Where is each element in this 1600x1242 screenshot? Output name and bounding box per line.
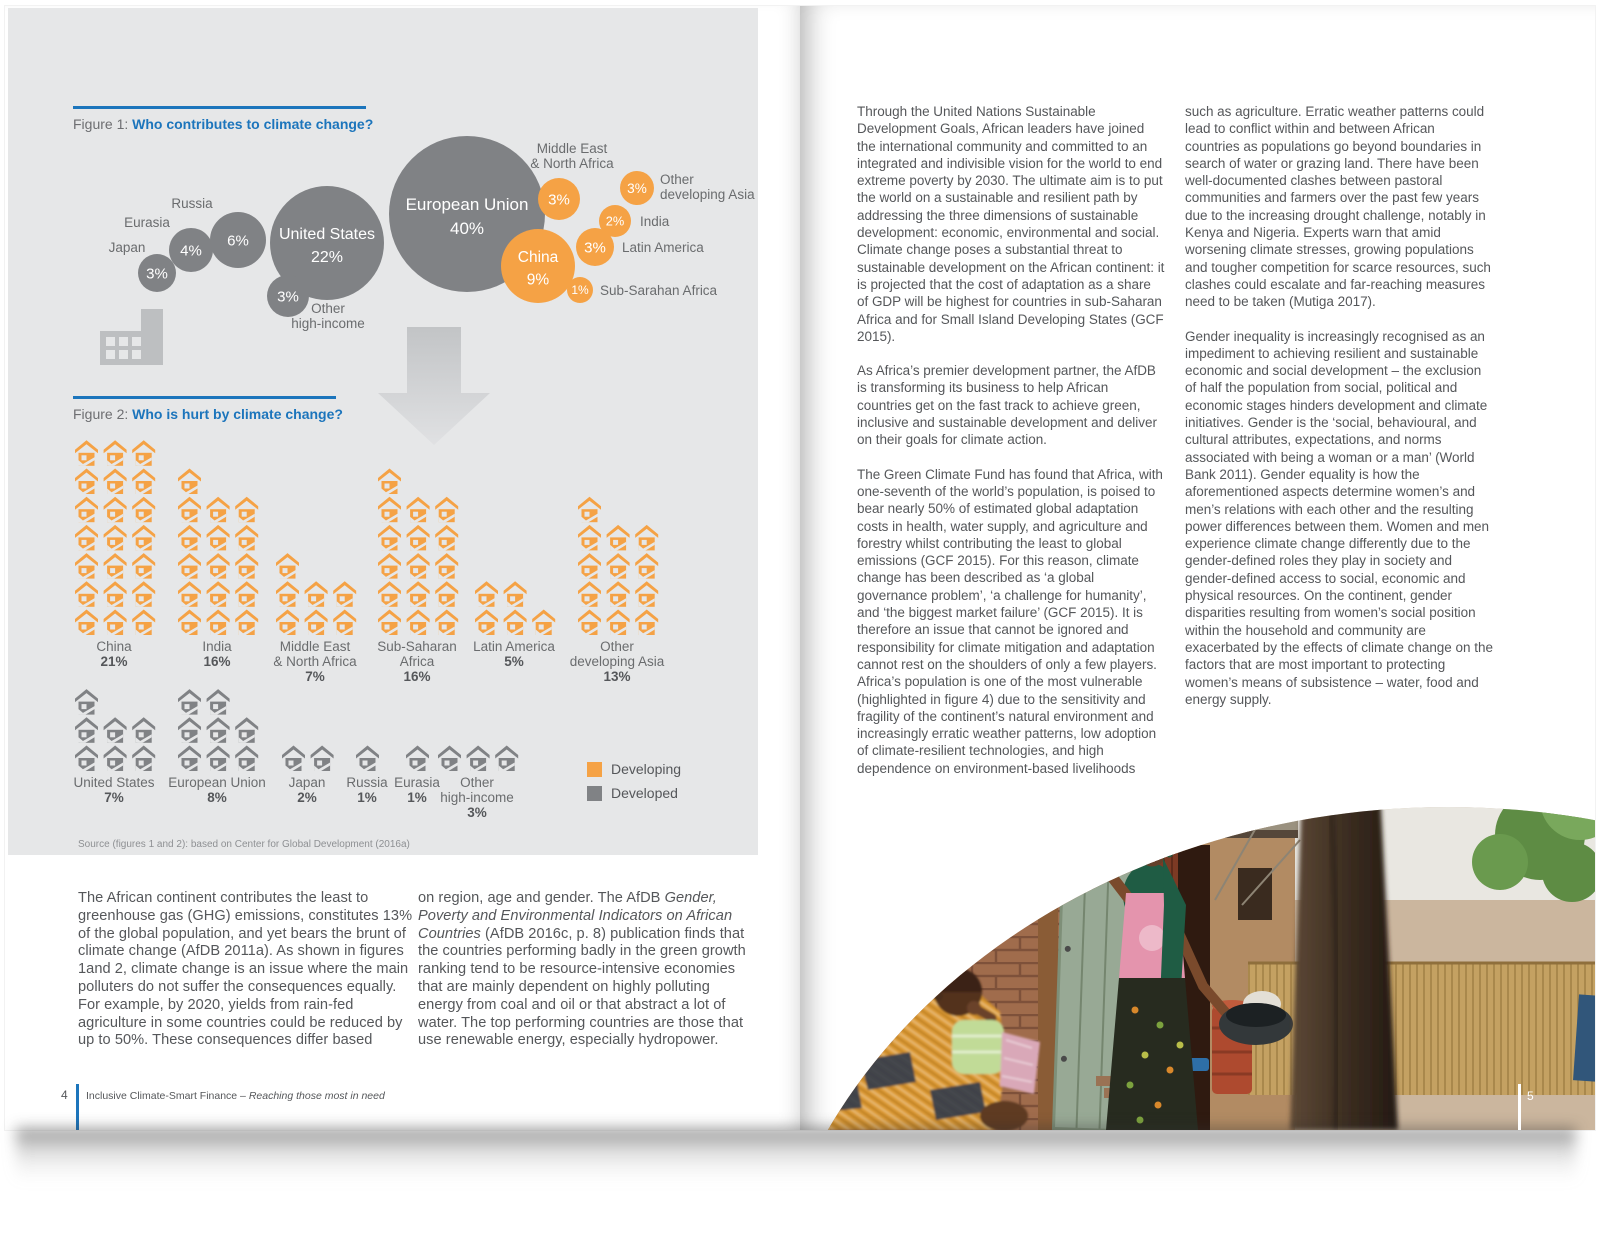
svg-text:high-income: high-income bbox=[440, 790, 514, 805]
figure1-title: Who contributes to climate change? bbox=[132, 116, 374, 132]
svg-text:3%: 3% bbox=[467, 805, 487, 820]
svg-text:China: China bbox=[517, 249, 559, 266]
paragraph: Through the United Nations Sustainable Development Goals, African leaders have joined the international community and committed to an integrated and indivisible vision for the world to end extreme poverty by 2030. The ultimate aim is to put the world on a sustainable and resilient path by addressing the three dimensions of sustainable development: economic, environmental and social. Climate change poses a substantial threat to sustainable development on the African continent: it is projected that the cost of adaptation as a share of GDP will be highest for countries in sub-Saharan Africa and for Small Island Developing States (GCF 2015). bbox=[857, 104, 1165, 344]
svg-text:3%: 3% bbox=[548, 191, 570, 209]
house-icon bbox=[435, 610, 458, 636]
developing-swatch bbox=[587, 762, 602, 777]
house-icon bbox=[178, 553, 201, 579]
house-icon bbox=[475, 610, 498, 636]
house-icon bbox=[132, 525, 155, 551]
svg-text:Other: Other bbox=[660, 172, 694, 187]
house-icon bbox=[607, 581, 630, 607]
svg-text:Latin America: Latin America bbox=[622, 240, 704, 255]
house-icon bbox=[282, 746, 305, 772]
house-icon bbox=[207, 581, 230, 607]
house-icon bbox=[407, 553, 430, 579]
pictogram-group-eurasia bbox=[394, 746, 440, 806]
spread-shadow bbox=[16, 1128, 1576, 1182]
house-icon bbox=[104, 497, 127, 523]
house-icon bbox=[333, 610, 356, 636]
house-icon bbox=[75, 689, 98, 715]
svg-text:Middle East: Middle East bbox=[536, 141, 608, 156]
head bbox=[1138, 838, 1167, 867]
pictogram-group-european-union bbox=[168, 689, 266, 805]
svg-text:Eurasia: Eurasia bbox=[394, 775, 440, 790]
house-icon bbox=[475, 581, 498, 607]
svg-text:3%: 3% bbox=[627, 180, 647, 196]
house-icon bbox=[75, 440, 98, 466]
svg-text:Sub-Sarahan Africa: Sub-Sarahan Africa bbox=[600, 283, 718, 298]
house-icon bbox=[407, 525, 430, 551]
house-icon bbox=[435, 525, 458, 551]
house-icon bbox=[178, 497, 201, 523]
page-left bbox=[5, 6, 800, 1130]
house-icon bbox=[406, 746, 429, 772]
page-right bbox=[800, 6, 1595, 1130]
house-icon bbox=[378, 581, 401, 607]
hand bbox=[967, 1001, 981, 1015]
house-icon bbox=[132, 610, 155, 636]
house-icon bbox=[378, 610, 401, 636]
developed-swatch bbox=[587, 786, 602, 801]
paragraph: As Africa’s premier development partner, the AfDB is transforming its business to help African countries get on the fast track to achieve green, inclusive and sustainable development and deliver on their goals for climate action. bbox=[857, 363, 1157, 448]
house-icon bbox=[207, 497, 230, 523]
house-icon bbox=[435, 581, 458, 607]
house-icon bbox=[75, 581, 98, 607]
house-icon bbox=[504, 581, 527, 607]
house-icon bbox=[75, 553, 98, 579]
footer-rule-left bbox=[76, 1084, 79, 1130]
house-icon bbox=[178, 689, 201, 715]
pictogram-group-sub-saharan-africa bbox=[377, 469, 458, 685]
house-icon bbox=[178, 717, 201, 743]
house-icon bbox=[235, 717, 258, 743]
svg-text:Japan: Japan bbox=[108, 240, 146, 255]
svg-text:22%: 22% bbox=[310, 249, 344, 266]
house-icon bbox=[635, 610, 658, 636]
svg-text:13%: 13% bbox=[603, 669, 631, 684]
pictogram-group-japan bbox=[282, 746, 334, 806]
legend-row-developing bbox=[587, 757, 681, 781]
svg-text:India: India bbox=[202, 639, 232, 654]
house-icon bbox=[235, 581, 258, 607]
paragraph: Gender inequality is increasingly recognised as an impediment to achieving resilient and sustainable economic and social development – the exclusion of half the population from social, political and economic stages hinders development and climate initiatives. Gender is the ‘social, behavioural, and cultural attributes, expectations, and norms associated with being a woman or a man’ (World Bank 2011). Gender equality is how the aforementioned aspects determine women’s and men’s relations with each other and the resulting power differences between them. Women and men experience climate change differently due to the gender-defined roles they play in society and gender-defined access to social, economic and physical resources. On the continent, gender disparities resulting from women’s social position within the household and community are exacerbated by the effects of climate change on the factors that are most important to protecting women’s means of subsistence – water, food and energy supply. bbox=[1185, 328, 1493, 707]
figure1-bubble-chart bbox=[109, 136, 755, 331]
svg-text:Other: Other bbox=[311, 301, 345, 316]
svg-text:2%: 2% bbox=[297, 790, 317, 805]
house-icon bbox=[178, 746, 201, 772]
svg-text:3%: 3% bbox=[146, 265, 168, 283]
photo bbox=[800, 788, 1595, 1130]
house-icon bbox=[607, 610, 630, 636]
svg-text:3%: 3% bbox=[277, 288, 299, 306]
legend-developed-label: Developed bbox=[611, 785, 678, 801]
svg-text:7%: 7% bbox=[104, 790, 124, 805]
house-icon bbox=[75, 717, 98, 743]
house-icon bbox=[495, 746, 518, 772]
house-icon bbox=[178, 525, 201, 551]
house-icon bbox=[407, 497, 430, 523]
house-icon bbox=[75, 525, 98, 551]
svg-text:European Union: European Union bbox=[168, 775, 266, 790]
page-number-left: 4 bbox=[61, 1088, 68, 1102]
svg-text:Japan: Japan bbox=[288, 775, 326, 790]
house-icon bbox=[75, 497, 98, 523]
svg-text:16%: 16% bbox=[403, 669, 431, 684]
house-icon bbox=[276, 610, 299, 636]
house-icon bbox=[578, 497, 601, 523]
leg bbox=[980, 1101, 1028, 1130]
svg-text:Latin America: Latin America bbox=[473, 639, 555, 654]
smile bbox=[1145, 859, 1155, 862]
figure2-label: Figure 2: bbox=[73, 406, 129, 422]
house-icon bbox=[276, 581, 299, 607]
source-note: Source (figures 1 and 2): based on Center for Global Development (2016a) bbox=[78, 839, 410, 850]
photo-scene bbox=[800, 788, 1595, 1130]
left-body-column-1: The African continent contributes the least to greenhouse gas (GHG) emissions, constitutes 13% of the global population, and yet bears the brunt of climate change (AfDB 2011a). As shown in figures 1and 2, climate change is an issue where the main polluters do not suffer the consequences equally. For example, by 2020, yields from rain-fed agriculture in some countries could be reduced by up to 50%. These consequences differ based bbox=[78, 890, 413, 1049]
svg-text:United States: United States bbox=[278, 226, 376, 243]
figures-canvas bbox=[8, 8, 758, 855]
page-number-right: 5 bbox=[1527, 1089, 1534, 1103]
house-icon bbox=[132, 497, 155, 523]
house-icon bbox=[207, 746, 230, 772]
legend-row-developed bbox=[587, 781, 681, 805]
house-icon bbox=[578, 525, 601, 551]
running-footer: Inclusive Climate-Smart Finance – Reaching those most in need bbox=[86, 1090, 385, 1102]
down-arrow-icon bbox=[378, 327, 490, 445]
house-icon bbox=[235, 553, 258, 579]
house-icon bbox=[178, 610, 201, 636]
publication-title: Gender, Poverty and Environmental Indicators on African Countries bbox=[418, 890, 733, 942]
house-icon bbox=[104, 469, 127, 495]
house-icon bbox=[578, 553, 601, 579]
legend-developing-label: Developing bbox=[611, 761, 682, 777]
svg-text:developing Asia: developing Asia bbox=[660, 187, 755, 202]
house-icon bbox=[235, 525, 258, 551]
house-icon bbox=[207, 717, 230, 743]
figure1-header bbox=[73, 106, 374, 132]
legend bbox=[587, 757, 681, 805]
house-icon bbox=[207, 610, 230, 636]
svg-text:5%: 5% bbox=[504, 654, 524, 669]
tree-trunk bbox=[1290, 788, 1398, 1130]
body-text: on region, age and gender. The AfDB bbox=[418, 890, 665, 906]
magazine-spread bbox=[5, 6, 1595, 1130]
headscarf bbox=[1135, 836, 1169, 853]
svg-text:& North Africa: & North Africa bbox=[530, 156, 614, 171]
figure2-title: Who is hurt by climate change? bbox=[132, 406, 343, 422]
house-icon bbox=[378, 497, 401, 523]
pictogram-group-latin-america bbox=[473, 581, 555, 669]
svg-text:3%: 3% bbox=[584, 239, 606, 257]
house-icon bbox=[104, 440, 127, 466]
pink-fabric bbox=[1000, 1032, 1040, 1094]
house-icon bbox=[75, 610, 98, 636]
svg-text:Other: Other bbox=[460, 775, 494, 790]
house-icon bbox=[104, 717, 127, 743]
svg-text:Other: Other bbox=[600, 639, 634, 654]
house-icon bbox=[378, 469, 401, 495]
pictogram-group-other-developing-asia bbox=[570, 497, 665, 684]
svg-text:developing Asia: developing Asia bbox=[569, 654, 665, 669]
pictogram-group-united-states bbox=[73, 689, 155, 805]
figure2-header bbox=[73, 396, 343, 422]
house-icon bbox=[311, 746, 334, 772]
house-icon bbox=[378, 553, 401, 579]
svg-text:China: China bbox=[96, 639, 132, 654]
house-icon bbox=[207, 553, 230, 579]
svg-text:Sub-Saharan: Sub-Saharan bbox=[377, 639, 457, 654]
house-icon bbox=[235, 610, 258, 636]
house-icon bbox=[407, 610, 430, 636]
svg-text:16%: 16% bbox=[203, 654, 231, 669]
house-icon bbox=[504, 610, 527, 636]
paragraph: such as agriculture. Erratic weather patterns could lead to conflict within and between African countries as populations go beyond boundaries in search of water or grazing land. There have been well-documented clashes between pastoral communities and farmers over the past few years due to the increasing drought challenge, notably in Kenya and Nigeria. Experts warn that amid worsening climate stresses, growing populations and tougher competition for scarce resources, such clashes could escalate and far-reaching measures need to be taken (Mutiga 2017). bbox=[1185, 104, 1491, 310]
svg-text:Russia: Russia bbox=[346, 775, 388, 790]
paragraph: The Green Climate Fund has found that Africa, with one-seventh of the world’s population, is poised to bear nearly 50% of estimated global adaptation costs in health, water supply, and agriculture and forestry whilst contributing the least to global emissions (GCF 2015). For this reason, climate change has been described as ‘a global governance problem’, ‘a challenge for humanity’, and ‘the biggest market failure’ (GCF 2015). It is therefore an issue that cannot be ignored and responsibility for climate mitigation and adaptation cannot rest on the shoulders of only a few players. Africa’s population is one of the most vulnerable (highlighted in figure 4) due to the sensitivity and fragility of the continent’s natural environment and increasingly erratic weather patterns, low adoption of climate-resilient technologies, and high dependence on environment-based livelihoods bbox=[857, 466, 1163, 776]
house-icon bbox=[356, 746, 379, 772]
svg-text:Africa: Africa bbox=[399, 654, 435, 669]
house-icon bbox=[305, 610, 328, 636]
house-icon bbox=[635, 525, 658, 551]
factory-icon bbox=[100, 309, 163, 365]
svg-text:21%: 21% bbox=[100, 654, 128, 669]
house-icon bbox=[467, 746, 490, 772]
house-icon bbox=[132, 717, 155, 743]
house-icon bbox=[607, 553, 630, 579]
house-icon bbox=[635, 581, 658, 607]
svg-text:1%: 1% bbox=[407, 790, 427, 805]
house-icon bbox=[75, 746, 98, 772]
house-icon bbox=[132, 469, 155, 495]
patterned-skirt bbox=[1106, 978, 1198, 1130]
house-icon bbox=[235, 746, 258, 772]
house-icon bbox=[333, 581, 356, 607]
svg-text:1%: 1% bbox=[571, 283, 589, 298]
svg-text:8%: 8% bbox=[207, 790, 227, 805]
svg-text:India: India bbox=[640, 214, 670, 229]
house-icon bbox=[607, 525, 630, 551]
left-body-column-2 bbox=[418, 890, 750, 1050]
svg-text:& North Africa: & North Africa bbox=[273, 654, 357, 669]
svg-text:Eurasia: Eurasia bbox=[124, 215, 170, 230]
house-icon bbox=[132, 553, 155, 579]
house-icon bbox=[132, 581, 155, 607]
house-icon bbox=[75, 469, 98, 495]
house-icon bbox=[578, 581, 601, 607]
house-icon bbox=[178, 581, 201, 607]
house-icon bbox=[435, 553, 458, 579]
house-icon bbox=[104, 581, 127, 607]
figure2-pictogram bbox=[73, 440, 664, 820]
house-icon bbox=[235, 497, 258, 523]
svg-text:European Union: European Union bbox=[405, 195, 529, 214]
svg-text:United States: United States bbox=[73, 775, 155, 790]
svg-text:6%: 6% bbox=[227, 232, 249, 250]
pictogram-group-china bbox=[75, 440, 155, 669]
green-shirt bbox=[952, 1020, 1004, 1074]
house-icon bbox=[532, 610, 555, 636]
svg-text:7%: 7% bbox=[305, 669, 325, 684]
pictogram-group-other-high-income bbox=[438, 746, 518, 821]
house-icon bbox=[104, 525, 127, 551]
house-icon bbox=[178, 469, 201, 495]
svg-text:high-income: high-income bbox=[291, 316, 365, 331]
svg-text:Russia: Russia bbox=[171, 196, 213, 211]
svg-text:1%: 1% bbox=[357, 790, 377, 805]
pictogram-group-middle-east-north-africa bbox=[273, 553, 357, 684]
svg-text:Middle East: Middle East bbox=[279, 639, 351, 654]
house-icon bbox=[104, 610, 127, 636]
figure1-label: Figure 1: bbox=[73, 116, 129, 132]
house-icon bbox=[407, 581, 430, 607]
house-icon bbox=[276, 553, 299, 579]
svg-text:9%: 9% bbox=[526, 271, 550, 289]
body-text: (AfDB 2016c, p. 8) publication finds that the countries performing badly in the green growth ranking tend to be resource-intensive economies that are mainly dependent on highly polluting energy from coal and oil or that abstract a lot of water. The top performing countries are those that use renewable energy, especially hydropower. bbox=[418, 925, 746, 1049]
figure1-rule bbox=[73, 106, 366, 109]
figure2-rule bbox=[73, 396, 336, 399]
house-icon bbox=[207, 689, 230, 715]
house-icon bbox=[438, 746, 461, 772]
svg-text:40%: 40% bbox=[449, 219, 485, 238]
bubble-china bbox=[501, 229, 575, 303]
house-icon bbox=[207, 525, 230, 551]
house-icon bbox=[305, 581, 328, 607]
pictogram-group-india bbox=[178, 469, 258, 670]
house-icon bbox=[578, 610, 601, 636]
house-icon bbox=[435, 497, 458, 523]
house-icon bbox=[635, 553, 658, 579]
house-icon bbox=[132, 746, 155, 772]
house-icon bbox=[132, 440, 155, 466]
house-icon bbox=[104, 553, 127, 579]
pictogram-group-russia bbox=[346, 746, 388, 806]
house-icon bbox=[104, 746, 127, 772]
right-text-column-1 bbox=[857, 103, 1165, 794]
svg-text:2%: 2% bbox=[605, 213, 625, 229]
footer-rule-right bbox=[1518, 1084, 1521, 1130]
svg-text:4%: 4% bbox=[180, 242, 202, 260]
right-text-column-2 bbox=[1185, 103, 1493, 725]
chart-panel bbox=[8, 8, 758, 855]
house-icon bbox=[378, 525, 401, 551]
